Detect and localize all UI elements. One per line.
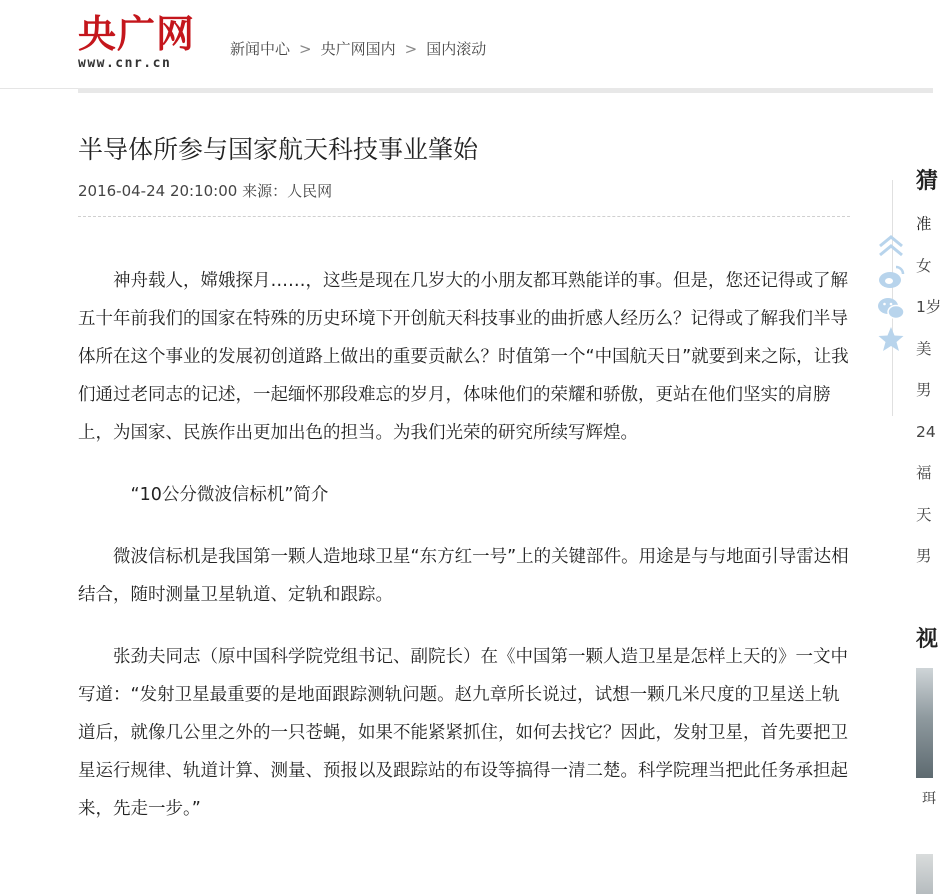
title-divider — [78, 216, 850, 217]
sidebar-item[interactable]: 1岁 — [916, 298, 941, 316]
sidebar-item[interactable]: 福 — [916, 464, 932, 482]
share-bar — [876, 232, 912, 356]
sidebar-item[interactable]: 女 — [916, 256, 932, 275]
wechat-icon[interactable] — [876, 294, 906, 322]
breadcrumb — [230, 38, 486, 59]
up-chevron-icon[interactable] — [876, 232, 906, 260]
article-title: 半导体所参与国家航天科技事业肇始 — [78, 135, 479, 164]
article-body — [78, 262, 850, 852]
breadcrumb-item-domestic-rolling[interactable]: 国内滚动 — [426, 40, 487, 58]
site-header — [0, 0, 933, 89]
star-icon[interactable] — [876, 325, 906, 353]
sidebar-item[interactable]: 天 — [916, 505, 932, 524]
site-logo[interactable] — [78, 11, 208, 74]
video-thumbnail[interactable] — [916, 668, 933, 778]
sidebar-item[interactable]: 美 — [916, 339, 932, 358]
article-meta: 2016-04-24 20:10:00 来源：人民网 — [78, 182, 333, 200]
weibo-icon[interactable] — [876, 263, 906, 291]
article-paragraph: 神舟载人，嫦娥探月……，这些是现在几岁大的小朋友都耳熟能详的事。但是，您还记得或了解五十年前我们的国家在特殊的历史环境下开创航天科技事业的曲折感人经历么？记得或了解我们半导体所在这个事业的发展初创道路上做出的重要贡献么？时值第一个“中国航天日”就要到来之际，让我们通过老同志的记述，一起缅怀那段难忘的岁月，体味他们的荣耀和骄傲，更站在他们坚实的肩膀上，为国家、民族作出更加出色的担当。为我们光荣的研究所续写辉煌。 — [78, 271, 849, 443]
breadcrumb-item-cnr-domestic[interactable]: 央广网国内 — [320, 40, 396, 58]
video-caption[interactable]: 珥 — [922, 791, 936, 807]
sidebar-item[interactable]: 男 — [916, 381, 932, 399]
sidebar-section-title: 猜 — [916, 169, 939, 194]
article-subheading: “10公分微波信标机”简介 — [130, 485, 329, 505]
breadcrumb-item-news-center[interactable]: 新闻中心 — [230, 40, 291, 58]
sidebar-item[interactable]: 男 — [916, 547, 932, 565]
sidebar-item[interactable]: 准 — [916, 215, 932, 233]
sidebar — [916, 160, 941, 890]
sidebar-section-title: 视 — [916, 627, 939, 652]
logo-text: 央广网 — [78, 11, 196, 56]
video-thumbnail[interactable] — [916, 854, 933, 894]
sidebar-item[interactable]: 24 — [916, 422, 936, 441]
breadcrumb-separator: > — [404, 40, 418, 58]
breadcrumb-separator: > — [299, 40, 312, 58]
article-paragraph: 张劲夫同志（原中国科学院党组书记、副院长）在《中国第一颗人造卫星是怎样上天的》一文中写道：“发射卫星最重要的是地面跟踪测轨问题。赵九章所长说过，试想一颗几米尺度的卫星送上轨道后，就像几公里之外的一只苍蝇，如果不能紧紧抓住，如何去找它？因此，发射卫星，首先要把卫星运行规律、轨道计算、测量、预报以及跟踪站的布设等搞得一清二楚。科学院理当把此任务承担起来，先走一步。” — [78, 647, 848, 819]
logo-url: www.cnr.cn — [78, 56, 172, 71]
header-band — [78, 88, 933, 93]
article-paragraph: 微波信标机是我国第一颗人造地球卫星“东方红一号”上的关键部件。用途是与与地面引导雷达相结合，随时测量卫星轨道、定轨和跟踪。 — [78, 547, 849, 605]
